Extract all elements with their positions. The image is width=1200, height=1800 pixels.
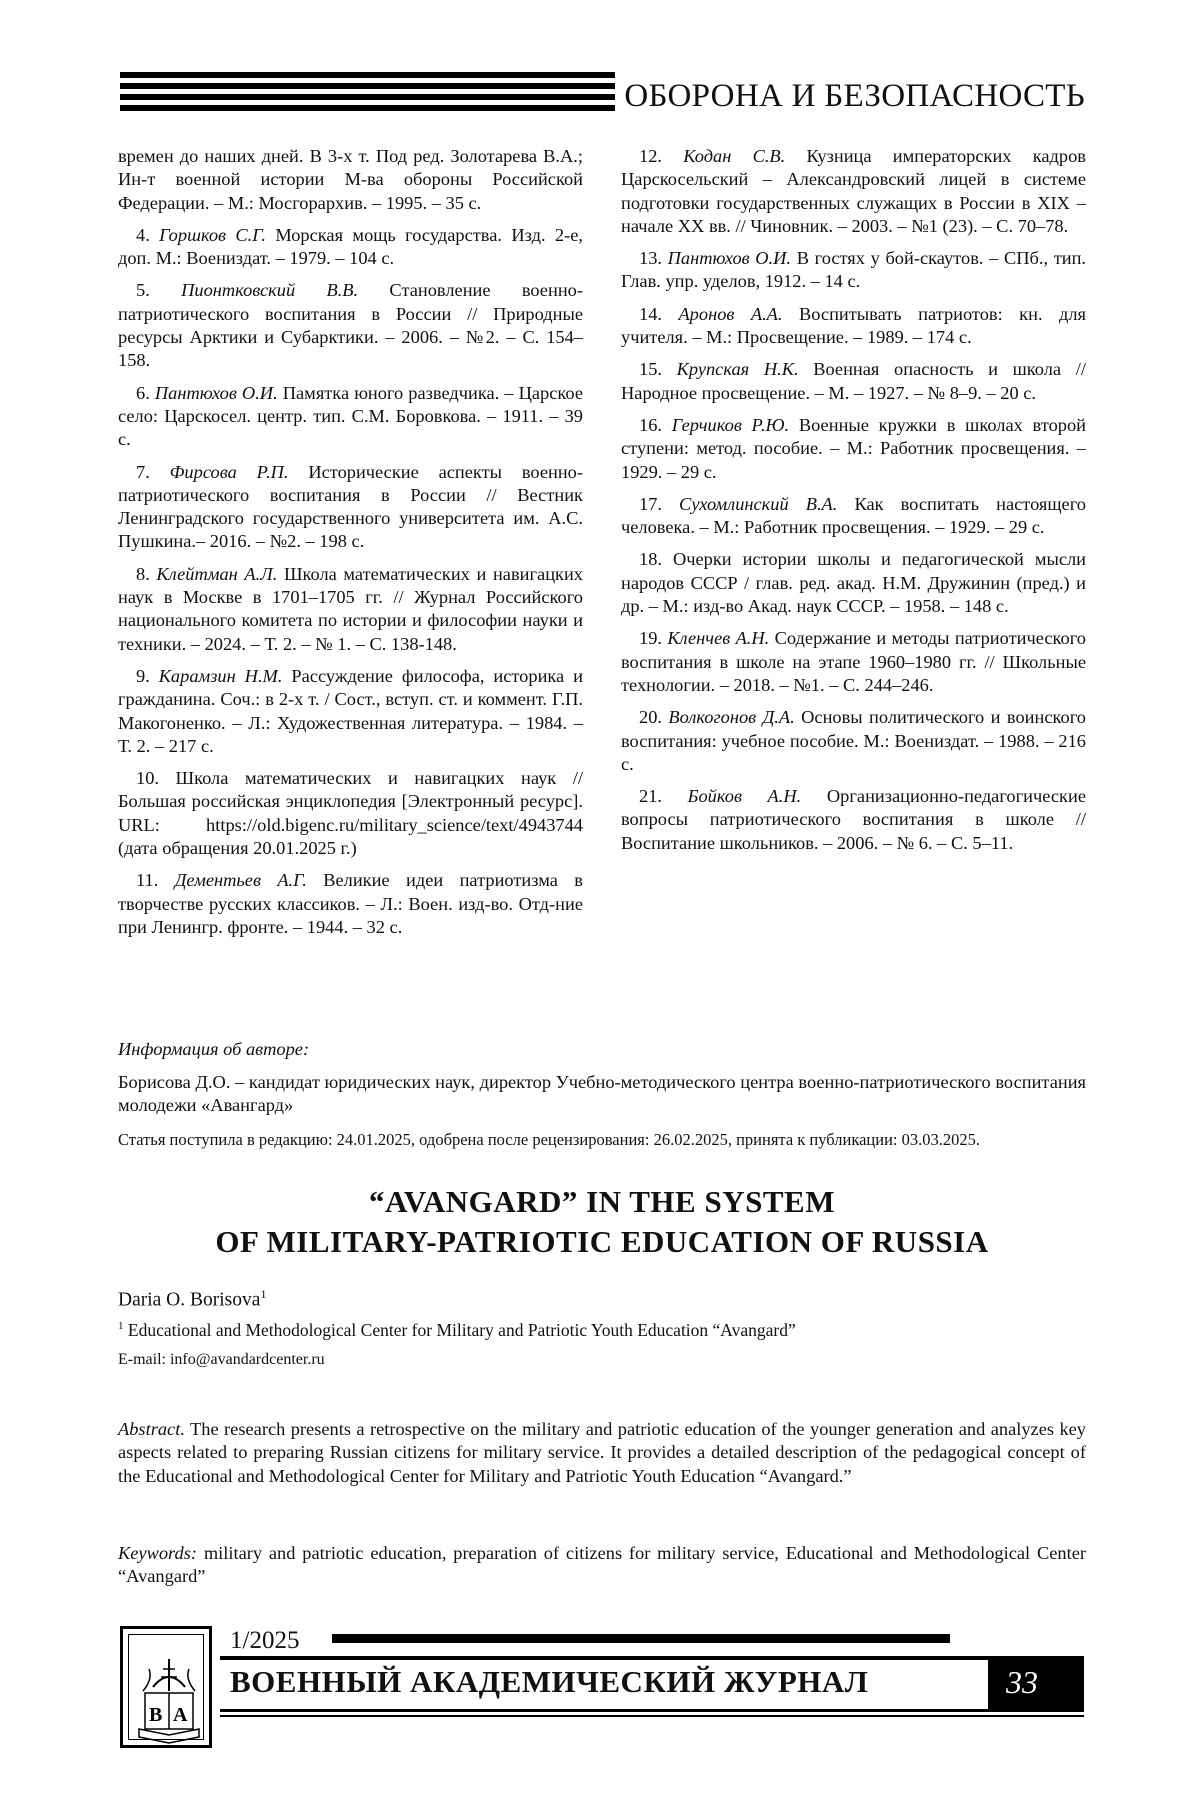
abstract-text: The research presents a retrospective on the military and patriotic education of the younger generation and analyzes key aspects related to preparing Russian citizens for military service. It provides a detailed description of the pedagogical concept of the Educational and Methodological Center for Military and Patriotic Youth Education “Avangard.”	[118, 1419, 1087, 1486]
english-affiliation	[118, 1320, 796, 1341]
reference-number: 17.	[639, 493, 680, 514]
abstract-label: Abstract.	[118, 1419, 185, 1439]
reference-number: 7.	[136, 461, 170, 482]
author-info-label: Информация об авторе:	[118, 1039, 310, 1059]
reference-number: 8.	[136, 563, 157, 584]
author-name: Daria O. Borisova	[118, 1289, 261, 1311]
reference-item	[118, 767, 583, 860]
reference-text: Организационно-педагогические вопросы патриотического воспитания в школе // Воспитание школьников. – 2006. – № 6. – С. 5–11.	[621, 786, 1086, 853]
reference-author: Сухомлинский В.А.	[679, 493, 838, 514]
keywords-label: Keywords:	[118, 1543, 198, 1563]
page-number-box	[988, 1656, 1084, 1712]
abstract	[118, 1418, 1086, 1488]
reference-text: Исторические аспекты военно-патриотического воспитания в России // Вестник Ленинградского государственного университета им. А.С. Пушкина.– 2016. – №2. – 198 с.	[118, 461, 583, 552]
reference-number: 5.	[136, 280, 182, 301]
reference-number: 6.	[136, 382, 155, 403]
reference-author: Пантюхов О.И.	[154, 382, 278, 403]
header-rule-lines	[120, 72, 615, 122]
issue-number: 1/2025	[230, 1627, 300, 1654]
reference-author: Волкогонов Д.А.	[668, 707, 795, 728]
reference-author: Бойков А.Н.	[687, 786, 802, 807]
english-author	[118, 1287, 266, 1312]
affiliation-text: Educational and Methodological Center for Military and Patriotic Youth Education “Avangard”	[127, 1320, 796, 1340]
journal-name: ВОЕННЫЙ АКАДЕМИЧЕСКИЙ ЖУРНАЛ	[230, 1664, 869, 1699]
page-number: 33	[1006, 1664, 1038, 1700]
logo-letter-right: А	[173, 1704, 188, 1726]
reference-number: 20.	[639, 707, 669, 728]
reference-text: Школа математических и навигацких наук в Москве в 1701–1705 гг. // Журнал Российского национального комитета по истории и философии науки и техники. – 2024. – Т. 2. – № 1. – С. 138-148.	[118, 563, 584, 654]
reference-author: Кодан С.В.	[683, 146, 786, 166]
reference-text: В гостях у бой-скаутов. – СПб., тип. Глав. упр. уделов, 1912. – 14 с.	[621, 248, 1087, 292]
reference-text: Кузница императорских кадров Царскосельский – Александровский лицей в системе подготовки государственных служащих в России в XIX – начале XX вв. // Чиновник. – 2003. – №1 (23). – С. 70–78.	[621, 146, 1086, 236]
reference-number: 4.	[136, 224, 160, 245]
footer-rule	[220, 1656, 1084, 1660]
references-left-column	[118, 145, 583, 948]
reference-item	[118, 563, 583, 656]
logo-letter-left: В	[149, 1704, 163, 1726]
reference-item	[621, 548, 1086, 618]
page-footer	[120, 1626, 1084, 1748]
footer-rule-bottom-thin	[220, 1715, 1084, 1717]
reference-item	[621, 303, 1086, 350]
reference-author: Дементьев А.Г.	[174, 870, 307, 891]
reference-text: Великие идеи патриотизма в творчестве русских классиков. – Л.: Воен. изд-во. Отд-ние при Ленингр. фронте. – 1944. – 32 с.	[118, 870, 583, 937]
reference-number: 11.	[136, 870, 175, 891]
reference-author: Карамзин Н.М.	[158, 665, 283, 686]
reference-item	[621, 247, 1086, 294]
reference-text: Военная опасность и школа // Народное просвещение. – М. – 1927. – № 8–9. – 20 с.	[621, 359, 1086, 403]
reference-text: Основы политического и воинского воспитания: учебное пособие. М.: Воениздат. – 1988. – 216 с.	[621, 707, 1086, 774]
reference-text: Военные кружки в школах второй ступени: метод. пособие. – М.: Работник просвещения. – 1929. – 29 с.	[621, 414, 1086, 482]
logo-emblem-icon	[123, 1629, 215, 1751]
reference-number: 9.	[136, 665, 159, 686]
reference-number: 21.	[639, 786, 688, 807]
reference-text: 18. Очерки истории школы и педагогической мысли народов СССР / глав. ред. акад. Н.М. Дружинин (пред.) и др. – М.: изд-во Акад. наук СССР. – 1958. – 148 с.	[621, 549, 1086, 617]
reference-text: 10. Школа математических и навигацких наук // Большая российская энциклопедия [Электронный ресурс]. URL: https://old.bigenc.ru/military_science/text/4943744 (дата обращения 20.01.2025 г.)	[118, 768, 583, 859]
keywords-text: military and patriotic education, preparation of citizens for military service, Educational and Methodological Center “Avangard”	[118, 1543, 1086, 1587]
reference-text: Как воспитать настоящего человека. – М.: Работник просвещения. – 1929. – 29 с.	[621, 493, 1086, 538]
reference-item	[621, 706, 1086, 776]
reference-item	[621, 358, 1086, 405]
reference-item	[118, 224, 583, 271]
reference-item	[621, 414, 1086, 484]
author-info-text: Борисова Д.О. – кандидат юридических наук, директор Учебно-методического центра военно-патриотического воспитания молодежи «Авангард»	[118, 1072, 1086, 1116]
keywords	[118, 1542, 1086, 1589]
english-title-line1: “AVANGARD” IN THE SYSTEM	[369, 1184, 835, 1219]
section-title: ОБОРОНА И БЕЗОПАСНОСТЬ	[624, 78, 1085, 114]
footer-rule-bottom	[220, 1709, 1084, 1712]
author-superscript: 1	[260, 1287, 267, 1301]
reference-author: Пионтковский В.В.	[181, 280, 359, 301]
reference-item	[621, 627, 1086, 697]
reference-text: Содержание и методы патриотического воспитания в школе на этапе 1960–1980 гг. // Школьные технологии. – 2018. – №1. – С. 244–246.	[621, 628, 1086, 695]
reference-author: Герчиков Р.Ю.	[671, 414, 790, 435]
reference-item	[621, 145, 1086, 238]
reference-item	[118, 382, 583, 452]
reference-author: Горшков С.Г.	[159, 224, 266, 245]
received-dates: Статья поступила в редакцию: 24.01.2025, одобрена после рецензирования: 26.02.2025, принята к публикации: 03.03.2025.	[118, 1130, 980, 1149]
reference-text: времен до наших дней. В 3-х т. Под ред. Золотарева В.А.; Ин-т военной истории М-ва обороны Российской Федерации. – М.: Мосгорархив. – 1995. – 35 с.	[118, 146, 583, 213]
reference-number: 16.	[639, 414, 672, 435]
footer-bar-top	[332, 1634, 950, 1643]
reference-item	[118, 145, 583, 215]
reference-author: Кленчев А.Н.	[667, 628, 770, 649]
reference-author: Пантюхов О.И.	[667, 248, 792, 269]
affiliation-superscript: 1	[118, 1320, 124, 1333]
reference-number: 13.	[639, 248, 668, 269]
reference-item	[118, 665, 583, 758]
reference-item	[621, 785, 1086, 855]
english-title-line2: OF MILITARY-PATRIOTIC EDUCATION OF RUSSIA	[215, 1224, 989, 1259]
reference-item	[118, 461, 583, 554]
reference-number: 14.	[639, 303, 679, 324]
author-email: E-mail: info@avandardcenter.ru	[118, 1351, 325, 1368]
reference-number: 12.	[639, 146, 684, 166]
reference-author: Крупская Н.К.	[676, 359, 799, 380]
reference-item	[621, 493, 1086, 540]
reference-text: Воспитывать патриотов: кн. для учителя. – М.: Просвещение. – 1989. – 174 с.	[621, 303, 1087, 348]
reference-author: Аронов А.А.	[678, 303, 783, 324]
english-title	[118, 1182, 1086, 1262]
reference-text: Памятка юного разведчика. – Царское село: Царскосел. центр. тип. С.М. Боровкова. – 1911. – 39 с.	[118, 382, 583, 450]
reference-text: Морская мощь государства. Изд. 2-е, доп. М.: Воениздат. – 1979. – 104 с.	[118, 224, 583, 269]
reference-text: Рассуждение философа, историка и гражданина. Соч.: в 2-х т. / Сост., вступ. ст. и коммент. Г.П. Макогоненко. – Л.: Художественная литература. – 1984. – Т. 2. – 217 с.	[118, 665, 583, 756]
reference-author: Клейтман А.Л.	[156, 563, 278, 584]
reference-text: Становление военно-патриотического воспитания в России // Природные ресурсы Арктики и Субарктики. – 2006. – №2. – С. 154–158.	[118, 280, 583, 371]
reference-item	[118, 279, 583, 372]
reference-number: 15.	[639, 359, 677, 380]
page-header	[120, 72, 1085, 122]
references-right-column	[621, 145, 1086, 864]
reference-author: Фирсова Р.П.	[169, 461, 289, 482]
journal-logo	[120, 1626, 212, 1748]
reference-item	[118, 869, 583, 939]
reference-number: 19.	[639, 628, 668, 649]
